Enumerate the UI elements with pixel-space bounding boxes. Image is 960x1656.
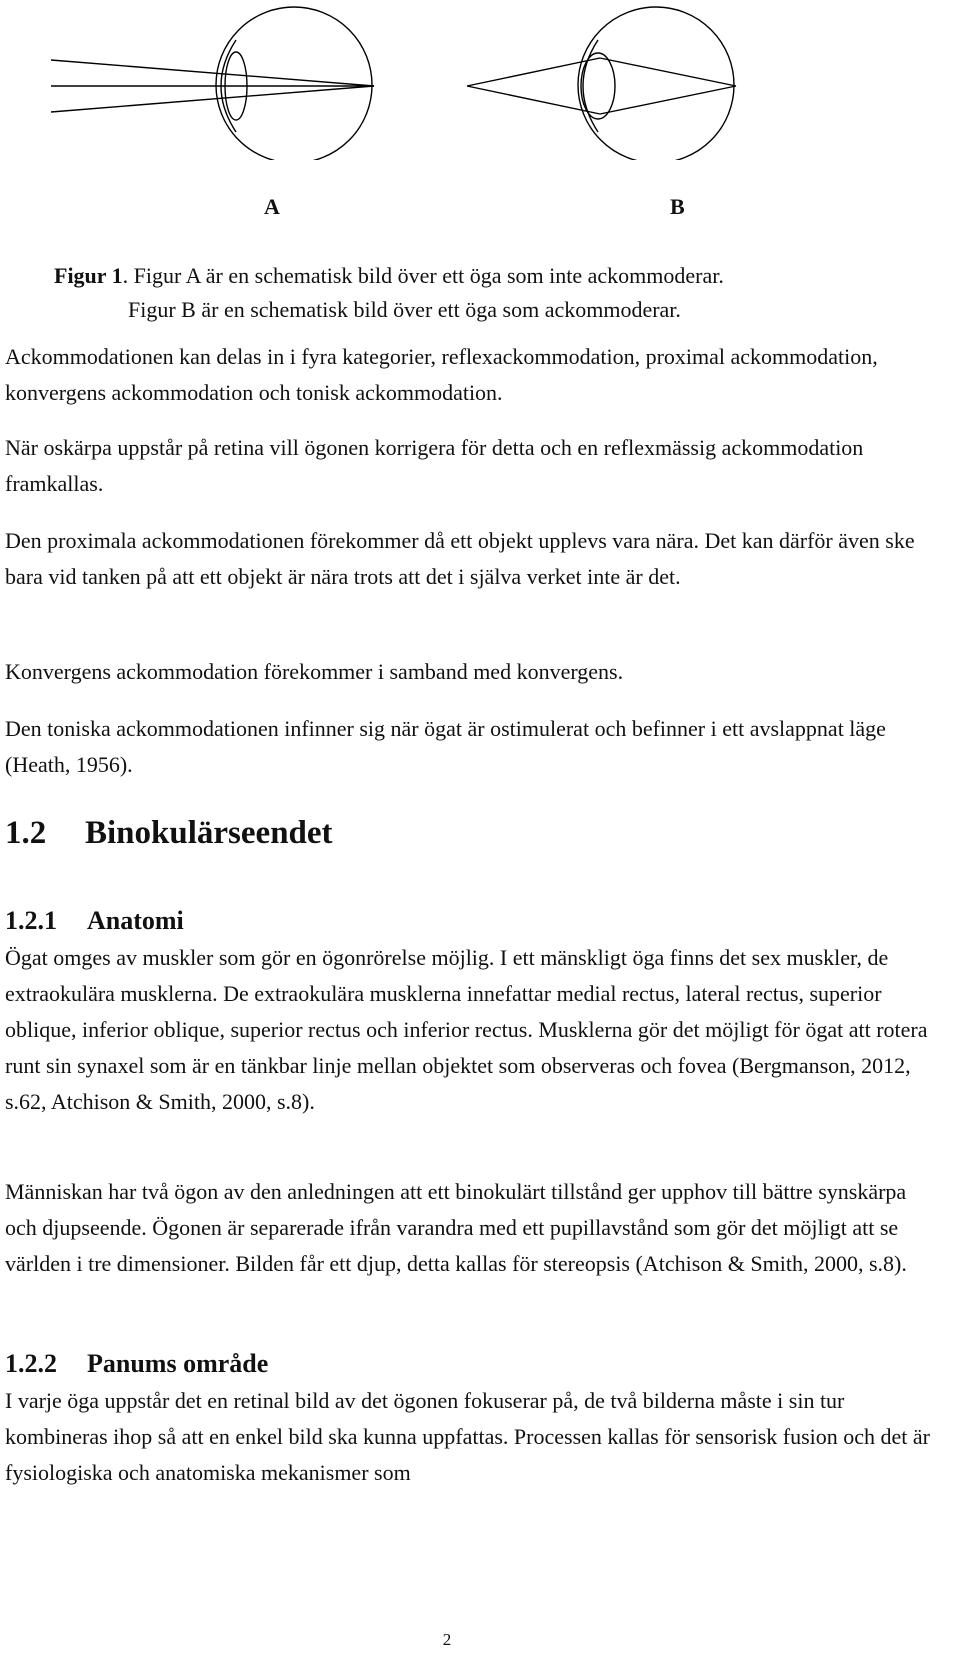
caption-text-line2: Figur B är en schematisk bild över ett öga som ackommoderar.	[128, 297, 681, 322]
section-title: Binokulärseendet	[85, 815, 333, 851]
page-number: 2	[442, 1630, 452, 1649]
eye-b-globe	[578, 7, 734, 160]
paragraph-sensory-fusion: I varje öga uppstår det en retinal bild av det ögonen fokuserar på, de två bilderna måste i sin tur kombineras ihop så att en enkel bild ska kunna uppfattas. Processen kallas för sensorisk fusion och det är fysiologiska och anatomiska mekanismer som	[5, 1388, 930, 1485]
paragraph-proximal-accommodation: Den proximala ackommodationen förekommer då ett objekt upplevs vara nära. Det kan därför även ske bara vid tanken på att ett objekt är nära trots att det i själva verket inte är det.	[5, 528, 915, 589]
caption-text-line1: . Figur A är en schematisk bild över ett öga som inte ackommoderar.	[122, 263, 724, 288]
eye-b-ray-top	[467, 58, 600, 86]
eye-b-ray-bottom-return	[600, 86, 736, 114]
subsection-heading-anatomy	[5, 906, 184, 936]
eye-b-lens	[581, 53, 615, 119]
paragraph-tonic-accommodation: Den toniska ackommodationen infinner sig när ögat är ostimulerat och befinner i ett avslappnat läge (Heath, 1956).	[5, 716, 886, 777]
eye-b-accommodating	[467, 7, 736, 160]
paragraph-eye-muscles: Ögat omges av muskler som gör en ögonrörelse möjlig. I ett mänskligt öga finns det sex muskler, de extraokulära musklerna. De extraokulära musklerna innefattar medial rectus, lateral rectus, superior oblique, inferior oblique, superior rectus och inferior rectus. Musklerna gör det möjligt för ögat att rotera runt sin synaxel som är en tänkbar linje mellan objektet som observeras och fovea (Bergmanson, 2012, s.62, Atchison & Smith, 2000, s.8).	[5, 945, 928, 1114]
caption-label: Figur 1	[54, 263, 123, 288]
eye-diagram	[0, 0, 960, 160]
eye-a-non-accommodating	[51, 7, 374, 160]
section-number: 1.2	[5, 815, 47, 851]
eye-b-ray-top-return	[600, 58, 736, 86]
eye-a-ray-bottom	[51, 86, 374, 112]
subsection-heading-panum	[5, 1349, 268, 1379]
subsection-title: Panums område	[87, 1349, 269, 1378]
figure-caption	[54, 259, 934, 327]
subsection-title: Anatomi	[87, 906, 184, 935]
eye-a-ray-top	[51, 60, 374, 86]
paragraph-reflex-accommodation: När oskärpa uppstår på retina vill ögonen korrigera för detta och en reflexmässig ackommodation framkallas.	[5, 435, 864, 496]
paragraph-accommodation-categories: Ackommodationen kan delas in i fyra kategorier, reflexackommodation, proximal ackommodation, konvergens ackommodation och tonisk ackommodation.	[5, 344, 878, 405]
subsection-number: 1.2.1	[5, 906, 57, 935]
subsection-number: 1.2.2	[5, 1349, 57, 1378]
section-heading-binocular	[5, 815, 333, 852]
figure-label-b: B	[670, 194, 685, 219]
figure-label-a: A	[264, 194, 280, 219]
paragraph-convergence-accommodation: Konvergens ackommodation förekommer i samband med konvergens.	[5, 659, 624, 684]
paragraph-binocular-vision: Människan har två ögon av den anledningen att ett binokulärt tillstånd ger upphov till bättre synskärpa och djupseende. Ögonen är separerade ifrån varandra med ett pupillavstånd som gör det möjligt att se världen i tre dimensioner. Bilden får ett djup, detta kallas för stereopsis (Atchison & Smith, 2000, s.8).	[5, 1179, 907, 1276]
